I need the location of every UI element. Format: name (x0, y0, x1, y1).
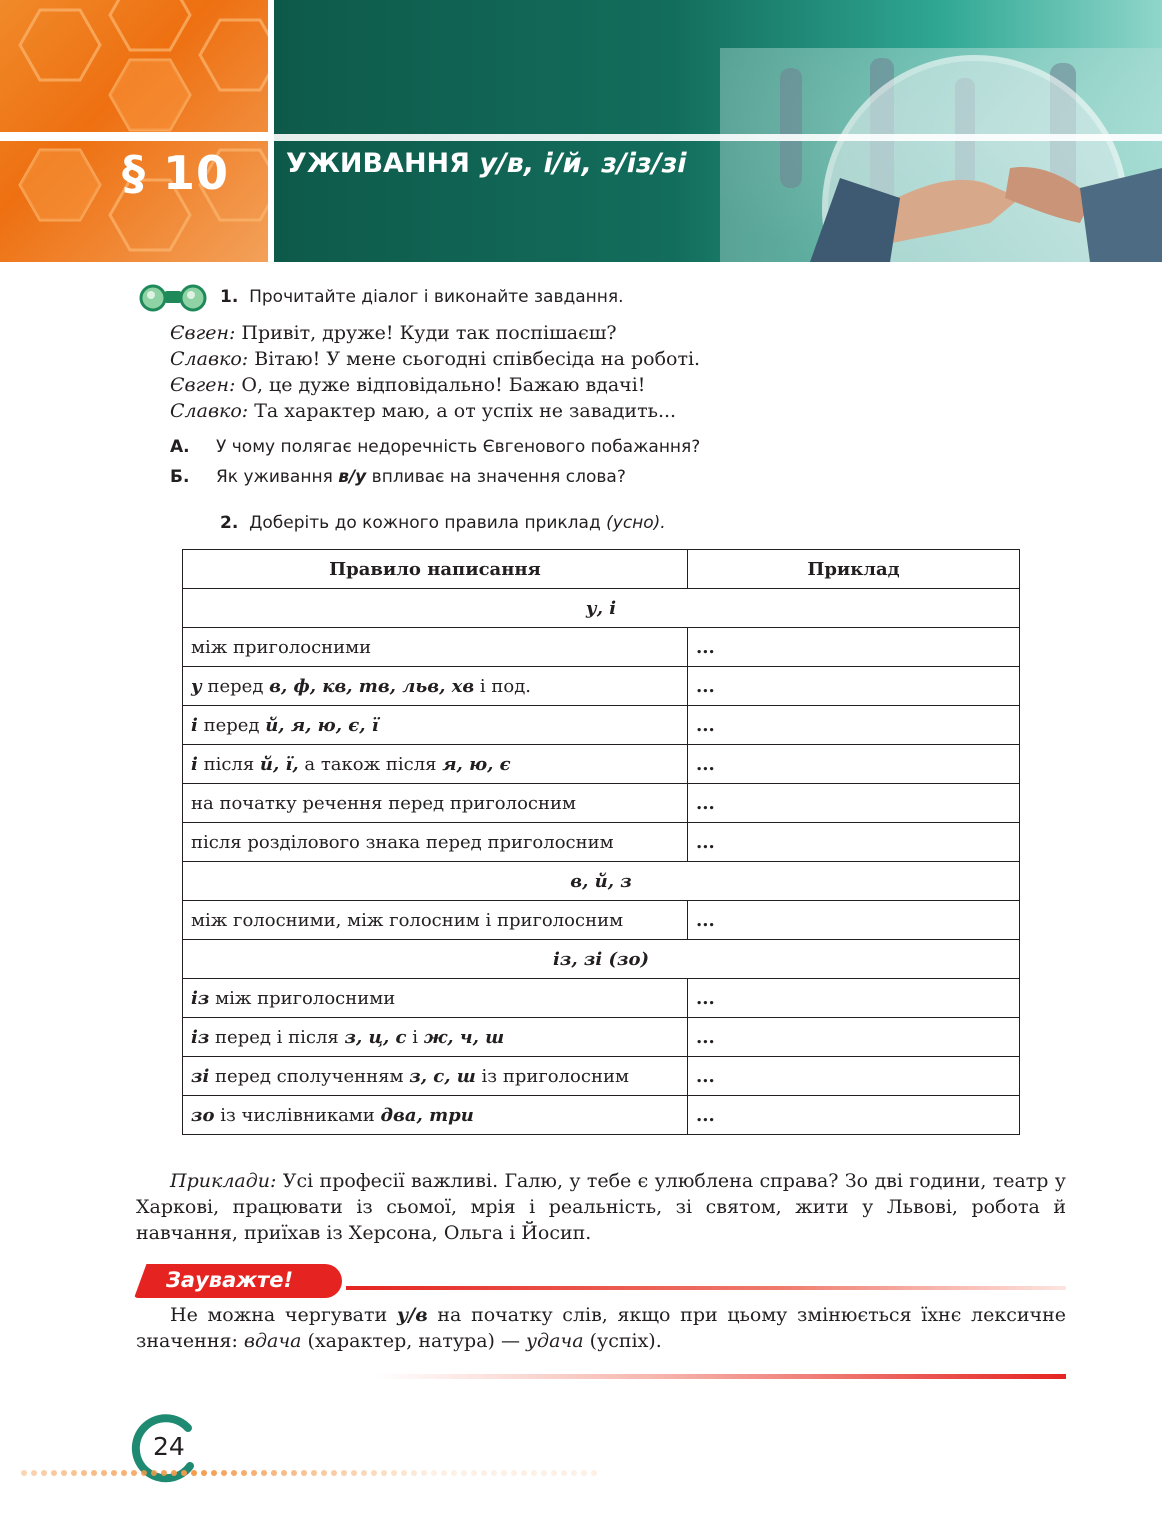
decorative-dots (20, 1462, 600, 1470)
rule-cell (183, 979, 688, 1018)
question-letter: А. (170, 437, 190, 457)
rule-letters: й, я, ю, є, ї (265, 714, 379, 736)
example-cell: ... (688, 706, 1020, 745)
rule-text: перед і після (209, 1026, 345, 1048)
rule-lead: і (191, 714, 198, 736)
table-row (183, 667, 1020, 706)
rule-cell: між голосними, між голосним і приголосним (183, 901, 688, 940)
rule-cell (183, 1057, 688, 1096)
task-1-heading (220, 287, 624, 307)
chapter-title-prefix: УЖИВАННЯ (286, 148, 480, 179)
dialog-speaker: Славко: (170, 348, 249, 370)
question-emphasis: в/у (338, 467, 367, 487)
section-end-divider (376, 1374, 1066, 1379)
rule-cell (183, 1096, 688, 1135)
example-cell: ... (688, 745, 1020, 784)
table-section-row (183, 862, 1020, 901)
dialog-text: Вітаю! У мене сьогодні співбесіда на роботі. (248, 348, 701, 370)
question-text: У чому полягає недоречність Євгенового побажання? (216, 437, 701, 457)
dialog-line (170, 398, 676, 424)
rule-letters: з, с, ш (409, 1065, 476, 1087)
table-row (183, 1018, 1020, 1057)
table-row (183, 979, 1020, 1018)
task-2-note: (усно). (600, 513, 666, 533)
table-row (183, 628, 1020, 667)
page-number: 24 (153, 1432, 185, 1461)
examples-label: Приклади: (170, 1170, 277, 1192)
note-gloss: (характер, натура) — (301, 1330, 527, 1352)
note-paragraph (136, 1302, 1066, 1354)
example-cell: ... (688, 628, 1020, 667)
rule-text: із числівниками (214, 1104, 381, 1126)
rule-text: і (406, 1026, 424, 1048)
rule-lead: із (191, 987, 210, 1009)
question-text: Як уживання (216, 467, 339, 487)
rule-letters: я, ю, є (442, 753, 511, 775)
dialog-speaker: Євген: (170, 322, 236, 344)
rule-text: перед (197, 714, 266, 736)
note-badge-label: Зауважте! (166, 1268, 294, 1292)
rule-letters: й, ї, (259, 753, 299, 775)
example-cell: ... (688, 1057, 1020, 1096)
question-b (170, 467, 626, 487)
table-section-row (183, 589, 1020, 628)
table-row (183, 901, 1020, 940)
rule-lead: із (191, 1026, 210, 1048)
hexagon-pattern (0, 0, 268, 262)
dialog-speaker: Славко: (170, 400, 249, 422)
binoculars-icon (136, 282, 210, 312)
rule-letters: в, ф, кв, тв, льв, хв (269, 675, 475, 697)
note-gloss: (успіх). (583, 1330, 662, 1352)
rule-cell: між приголосними (183, 628, 688, 667)
handshake-photo (720, 48, 1162, 262)
table-section-title: у, і (183, 589, 1020, 628)
table-header-rule: Правило написання (183, 550, 688, 589)
rule-letters: ж, ч, ш (423, 1026, 505, 1048)
header-banner (0, 0, 1162, 262)
rule-cell: на початку речення перед приголосним (183, 784, 688, 823)
rule-text: а також після (298, 753, 443, 775)
rule-text: між приголосними (215, 987, 396, 1009)
task-2-number: 2. (220, 513, 239, 533)
table-section-row (183, 940, 1020, 979)
rule-cell (183, 667, 688, 706)
question-letter: Б. (170, 467, 190, 487)
dialog-line (170, 320, 617, 346)
dialog-line (170, 346, 700, 372)
dialog-text: Привіт, друже! Куди так поспішаєш? (235, 322, 617, 344)
dialog-speaker: Євген: (170, 374, 236, 396)
chapter-title-letters: у/в, і/й, з/із/зі (479, 148, 687, 179)
example-cell: ... (688, 979, 1020, 1018)
rule-cell (183, 1018, 688, 1057)
table-header-example: Приклад (688, 550, 1020, 589)
examples-paragraph (136, 1168, 1066, 1246)
rule-cell (183, 745, 688, 784)
rules-table (182, 549, 1020, 1135)
dialog-line (170, 372, 645, 398)
rule-lead: зі (191, 1065, 210, 1087)
table-row (183, 823, 1020, 862)
example-cell: ... (688, 823, 1020, 862)
task-2-instruction: Доберіть до кожного правила приклад (249, 513, 601, 533)
task-1-number: 1. (220, 287, 239, 307)
rule-lead: у (191, 675, 202, 697)
note-text: Не можна чергувати (170, 1304, 397, 1326)
dialog-text: Та характер маю, а от успіх не завадить... (248, 400, 677, 422)
note-word: вдача (243, 1330, 302, 1352)
question-text-tail: впливає на значення слова? (366, 467, 626, 487)
note-word: удача (526, 1330, 584, 1352)
rule-text: після (197, 753, 260, 775)
dialog-text: О, це дуже відповідально! Бажаю вдачі! (235, 374, 646, 396)
rule-lead: і (191, 753, 198, 775)
example-cell: ... (688, 1018, 1020, 1057)
rule-letters: з, ц, с (344, 1026, 407, 1048)
rule-cell: після розділового знака перед приголосним (183, 823, 688, 862)
banner-divider-left (0, 132, 268, 141)
task-1-instruction: Прочитайте діалог і виконайте завдання. (249, 287, 624, 307)
chapter-title (286, 148, 687, 179)
question-a (170, 437, 700, 457)
example-cell: ... (688, 1096, 1020, 1135)
note-text: на початку слів, якщо при цьому змінюється їхнє лексичне значення: (136, 1304, 1067, 1352)
table-row (183, 745, 1020, 784)
note-emphasis: у/в (396, 1304, 428, 1326)
table-row (183, 784, 1020, 823)
banner-divider-vertical (268, 0, 274, 262)
rule-letters: два, три (380, 1104, 474, 1126)
rule-text: і под. (474, 675, 531, 697)
table-section-title: із, зі (зо) (183, 940, 1020, 979)
note-divider (346, 1286, 1066, 1290)
table-header-row (183, 550, 1020, 589)
rule-cell (183, 706, 688, 745)
paragraph-number: § 10 (122, 146, 230, 200)
table-row (183, 706, 1020, 745)
rule-text: із приголосним (475, 1065, 629, 1087)
rule-text: перед сполученням (209, 1065, 410, 1087)
examples-text: Усі професії важливі. Галю, у тебе є улюблена справа? Зо дві години, театр у Харкові, працювати із сьомої, мрія і реальність, зі святом, жити у Львові, робота й навчання, приїхав із Херсона, Ольга і Йосип. (136, 1170, 1066, 1244)
rule-text: перед (201, 675, 270, 697)
example-cell: ... (688, 784, 1020, 823)
example-cell: ... (688, 667, 1020, 706)
task-2-heading (220, 513, 666, 533)
orange-hexagon-panel (0, 0, 268, 262)
table-section-title: в, й, з (183, 862, 1020, 901)
table-row (183, 1096, 1020, 1135)
table-row (183, 1057, 1020, 1096)
rule-lead: зо (191, 1104, 215, 1126)
example-cell: ... (688, 901, 1020, 940)
